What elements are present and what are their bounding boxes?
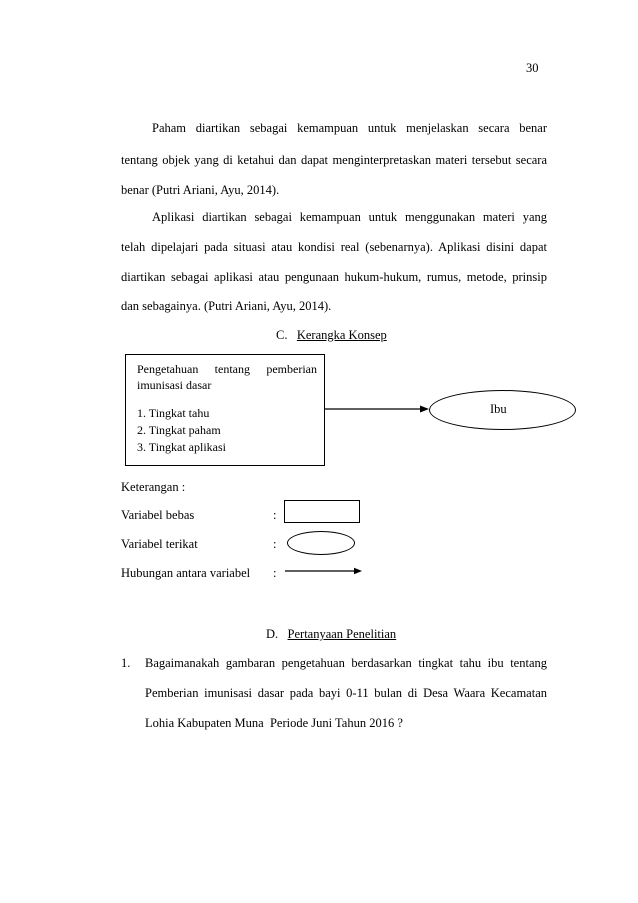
legend-label-independent: Variabel bebas (121, 508, 195, 522)
paragraph-2-line-2: telah dipelajari pada situasi atau kondisi real (sebenarnya). Aplikasi disini dapat (121, 240, 547, 254)
section-c-heading (276, 328, 387, 343)
page-number: 30 (526, 61, 539, 75)
section-d-title: Pertanyaan Penelitian (287, 627, 397, 641)
legend-colon-2: : (273, 537, 277, 551)
ellipse-label: Ibu (490, 402, 507, 416)
paragraph-1-line-3: benar (Putri Ariani, Ayu, 2014). (121, 183, 280, 197)
paragraph-1-line-2: tentang objek yang di ketahui dan dapat menginterpretaskan materi tersebut secara (121, 153, 547, 167)
question-number: 1. (121, 656, 131, 670)
box-title-line-2: imunisasi dasar (137, 378, 212, 392)
paragraph-1-line-1: Paham diartikan sebagai kemampuan untuk menjelaskan secara benar (152, 121, 547, 135)
section-c-letter: C. (276, 328, 288, 342)
legend-box-symbol (284, 500, 360, 523)
legend-ellipse-symbol (287, 531, 355, 555)
box-item-1: 1. Tingkat tahu (137, 406, 210, 420)
section-d-heading (266, 627, 396, 642)
section-d-letter: D. (266, 627, 279, 641)
paragraph-2-line-1: Aplikasi diartikan sebagai kemampuan untuk menggunakan materi yang (152, 210, 547, 224)
section-c-title: Kerangka Konsep (296, 328, 387, 342)
box-title-line-1: Pengetahuan tentang pemberian (137, 362, 317, 376)
question-line-2: Pemberian imunisasi dasar pada bayi 0-11 bulan di Desa Waara Kecamatan (145, 686, 547, 700)
legend-heading: Keterangan : (121, 480, 186, 494)
independent-variable-box (125, 354, 325, 466)
legend-arrow-symbol (285, 566, 363, 576)
legend-label-relationship: Hubungan antara variabel (121, 566, 251, 580)
question-line-3: Lohia Kabupaten Muna Periode Juni Tahun 2016 ? (145, 716, 403, 730)
legend-colon-3: : (273, 566, 277, 580)
paragraph-2-line-3: diartikan sebagai aplikasi atau pengunaan hukum-hukum, rumus, metode, prinsip (121, 270, 547, 284)
paragraph-2-line-4: dan sebagainya. (Putri Ariani, Ayu, 2014). (121, 299, 332, 313)
box-item-3: 3. Tingkat aplikasi (137, 440, 227, 454)
legend-colon-1: : (273, 508, 277, 522)
box-item-2: 2. Tingkat paham (137, 423, 221, 437)
question-line-1: Bagaimanakah gambaran pengetahuan berdasarkan tingkat tahu ibu tentang (145, 656, 547, 670)
relationship-arrow (325, 403, 431, 415)
legend-label-dependent: Variabel terikat (121, 537, 198, 551)
